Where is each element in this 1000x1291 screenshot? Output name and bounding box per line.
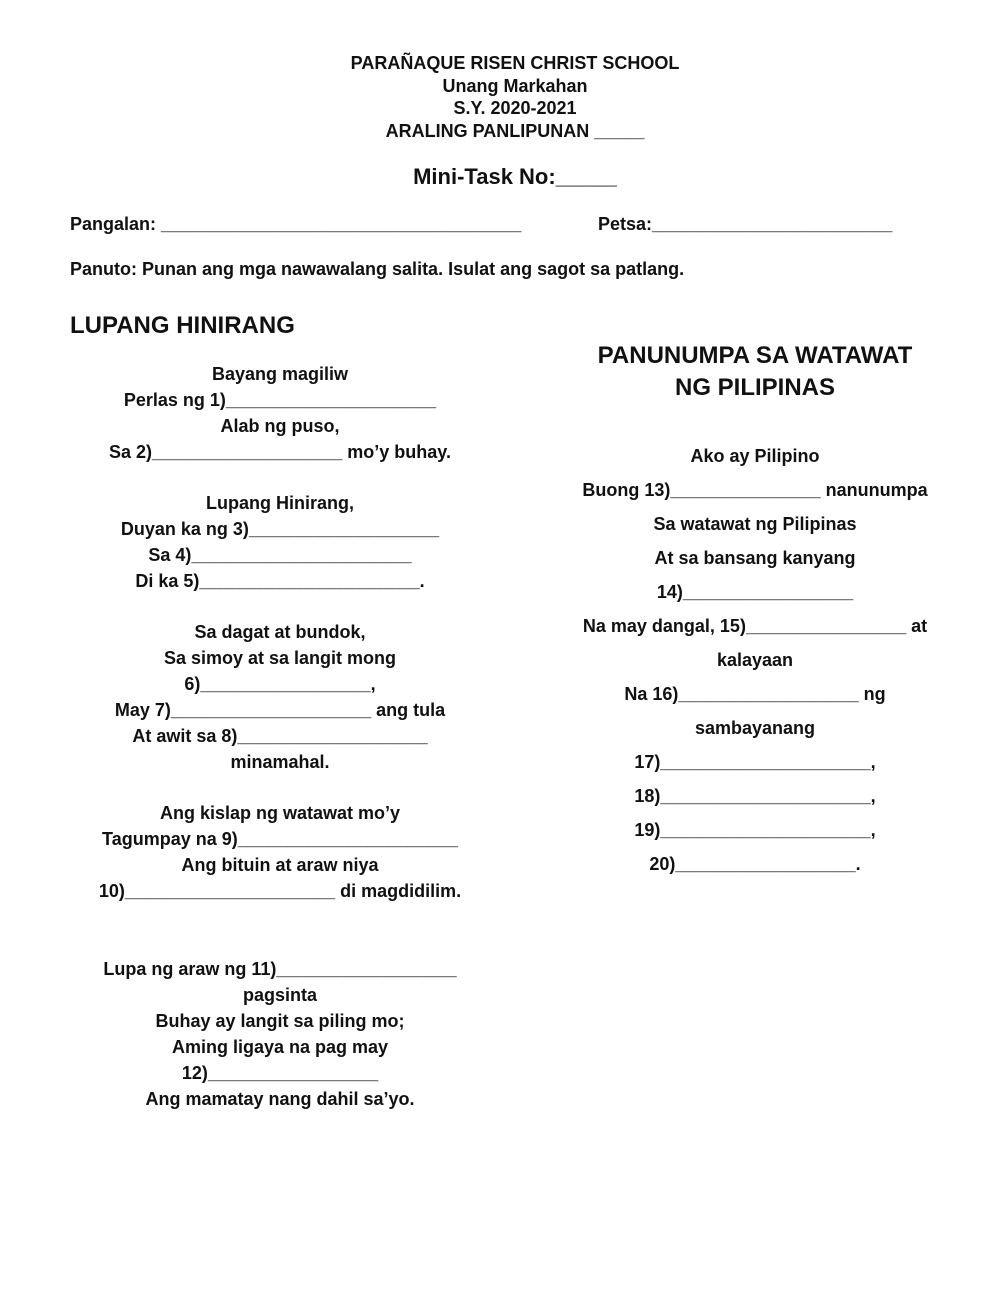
anthem-line: Sa simoy at sa langit mong: [163, 648, 397, 668]
pledge-line: 18)_____________________,: [634, 786, 876, 806]
school-name: PARAÑAQUE RISEN CHRIST SCHOOL: [350, 53, 680, 73]
pledge-line: 19)_____________________,: [634, 820, 876, 840]
subject: ARALING PANLIPUNAN _____: [385, 121, 645, 141]
pledge-line: sambayanang: [694, 718, 816, 738]
pledge-line: kalayaan: [716, 650, 794, 670]
name-field: Pangalan: ____________________________________: [70, 214, 522, 234]
anthem-line: Sa 2)___________________ mo’y buhay.: [109, 442, 451, 462]
pledge-line: Sa watawat ng Pilipinas: [653, 514, 857, 534]
anthem-line: At awit sa 8)___________________: [132, 726, 428, 746]
anthem-line: 12)_________________: [181, 1063, 379, 1083]
anthem-line: Sa 4)______________________: [148, 545, 412, 565]
anthem-line: Tagumpay na 9)______________________: [102, 829, 458, 849]
pledge-line: Na may dangal, 15)________________ at: [582, 616, 928, 636]
pledge-line: 14)_________________: [656, 582, 854, 602]
anthem-line: Buhay ay langit sa piling mo;: [155, 1011, 405, 1031]
anthem-line: 10)_____________________ di magdidilim.: [98, 881, 462, 901]
anthem-line: Ang kislap ng watawat mo’y: [159, 803, 401, 823]
pledge-title-line1: PANUNUMPA SA WATAWAT: [597, 342, 913, 369]
anthem-title: LUPANG HINIRANG: [70, 312, 295, 339]
anthem-line: Ang bituin at araw niya: [181, 855, 379, 875]
anthem-line: Lupang Hinirang,: [206, 493, 354, 513]
anthem-line: Ang mamatay nang dahil sa’yo.: [145, 1089, 415, 1109]
pledge-line: At sa bansang kanyang: [654, 548, 856, 568]
school-year: S.Y. 2020-2021: [453, 98, 577, 118]
pledge-line: Buong 13)_______________ nanunumpa: [582, 480, 928, 500]
anthem-line: Di ka 5)______________________.: [135, 571, 425, 591]
anthem-line: Duyan ka ng 3)___________________: [120, 519, 440, 539]
anthem-line: May 7)____________________ ang tula: [114, 700, 446, 720]
anthem-line: Bayang magiliw: [211, 364, 349, 384]
anthem-line: pagsinta: [242, 985, 317, 1005]
pledge-line: Ako ay Pilipino: [690, 446, 820, 466]
anthem-line: Sa dagat at bundok,: [194, 622, 366, 642]
instructions: Panuto: Punan ang mga nawawalang salita. Isulat ang sagot sa patlang.: [70, 259, 685, 279]
anthem-line: 6)_________________,: [184, 674, 376, 694]
pledge-line: Na 16)__________________ ng: [624, 684, 886, 704]
pledge-title-line2: NG PILIPINAS: [674, 374, 836, 401]
quarter: Unang Markahan: [442, 76, 588, 96]
anthem-line: Perlas ng 1)_____________________: [123, 390, 437, 410]
anthem-line: Alab ng puso,: [220, 416, 340, 436]
pledge-line: 20)__________________.: [649, 854, 861, 874]
date-field: Petsa:________________________: [598, 214, 893, 234]
anthem-line: Aming ligaya na pag may: [171, 1037, 389, 1057]
mini-task-number: Mini-Task No:_____: [413, 164, 617, 189]
anthem-line: minamahal.: [230, 752, 330, 772]
anthem-line: Lupa ng araw ng 11)__________________: [103, 959, 457, 979]
pledge-line: 17)_____________________,: [634, 752, 876, 772]
